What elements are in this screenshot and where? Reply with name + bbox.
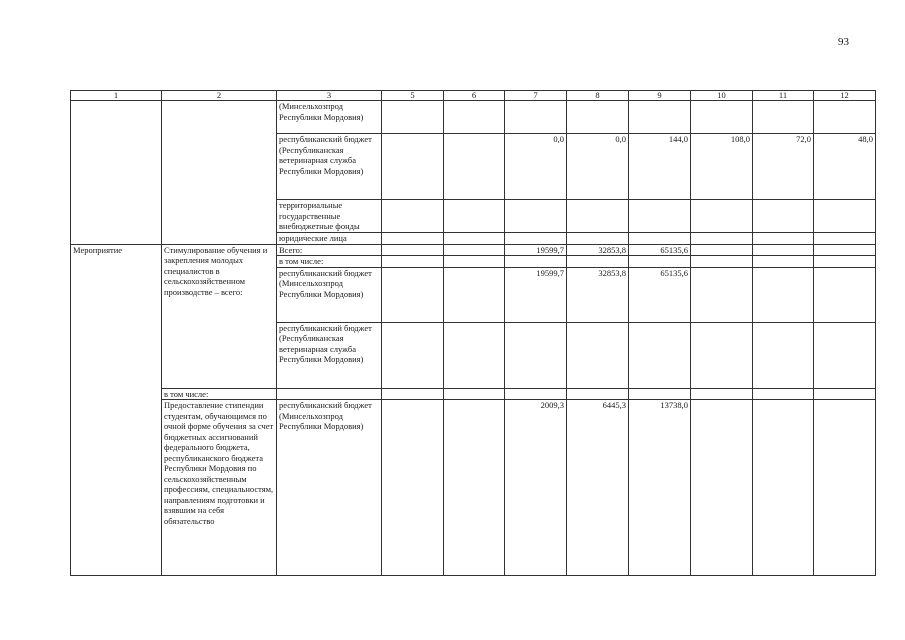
table-cell bbox=[691, 267, 753, 322]
table-cell bbox=[629, 256, 691, 268]
table-cell bbox=[753, 256, 814, 268]
table-cell bbox=[814, 322, 876, 388]
table-cell bbox=[382, 322, 444, 388]
table-row bbox=[71, 244, 876, 256]
table-cell: 6445,3 bbox=[567, 400, 629, 576]
table-cell bbox=[567, 256, 629, 268]
table-cell bbox=[753, 200, 814, 233]
table-cell: республиканский бюджет (Минсельхозпрод Республики Мордовия) bbox=[277, 400, 382, 576]
table-cell bbox=[753, 267, 814, 322]
table-cell bbox=[567, 233, 629, 245]
table-cell bbox=[629, 233, 691, 245]
table-cell bbox=[444, 322, 505, 388]
table-cell bbox=[629, 101, 691, 134]
column-header: 8 bbox=[567, 91, 629, 101]
table-cell: 19599,7 bbox=[505, 244, 567, 256]
table-cell: республиканский бюджет (Республиканская ветеринарная служба Республики Мордовия) bbox=[277, 322, 382, 388]
table-cell: 108,0 bbox=[691, 134, 753, 200]
column-header: 2 bbox=[162, 91, 277, 101]
table-cell bbox=[444, 244, 505, 256]
column-header: 5 bbox=[382, 91, 444, 101]
table-cell bbox=[505, 256, 567, 268]
table-row bbox=[71, 388, 876, 400]
table-cell: в том числе: bbox=[162, 388, 277, 400]
page-number: 93 bbox=[838, 36, 849, 48]
table-cell bbox=[753, 101, 814, 134]
table-cell: 32853,8 bbox=[567, 244, 629, 256]
table-row bbox=[71, 101, 876, 134]
table-cell bbox=[753, 400, 814, 576]
table-cell: 48,0 bbox=[814, 134, 876, 200]
table-cell bbox=[753, 388, 814, 400]
table-cell: Мероприятие bbox=[71, 244, 162, 256]
table-cell: в том числе: bbox=[277, 256, 382, 268]
table-cell bbox=[814, 101, 876, 134]
table-cell bbox=[753, 244, 814, 256]
table-header-row bbox=[71, 91, 876, 101]
table-cell bbox=[567, 200, 629, 233]
table-cell bbox=[444, 267, 505, 322]
table-cell bbox=[567, 322, 629, 388]
table-cell bbox=[71, 388, 162, 400]
table-cell: 65135,6 bbox=[629, 244, 691, 256]
table-cell bbox=[691, 256, 753, 268]
column-header: 1 bbox=[71, 91, 162, 101]
table-cell bbox=[691, 101, 753, 134]
table-cell: 72,0 bbox=[753, 134, 814, 200]
table-cell: 19599,7 bbox=[505, 267, 567, 322]
table-cell bbox=[71, 322, 162, 388]
table-cell bbox=[382, 134, 444, 200]
table-cell bbox=[691, 388, 753, 400]
table-cell: (Минсельхозпрод Республики Мордовия) bbox=[277, 101, 382, 134]
table-cell bbox=[382, 244, 444, 256]
table-cell bbox=[444, 400, 505, 576]
table-cell bbox=[382, 400, 444, 576]
table-cell bbox=[505, 322, 567, 388]
table-cell bbox=[753, 233, 814, 245]
table-cell bbox=[691, 233, 753, 245]
table-cell: 0,0 bbox=[567, 134, 629, 200]
table-cell bbox=[567, 101, 629, 134]
table-cell bbox=[505, 101, 567, 134]
table-cell bbox=[691, 244, 753, 256]
table-cell bbox=[814, 400, 876, 576]
table-cell: Предоставление стипендии студентам, обучающимся по очной форме обучения за счет бюджетных ассигнований федерального бюджета, республиканского бюджета Республики Мордовия по сельскохозяйственным профессиям, специальностям, направлениям подготовки и взявшим на себя обязательство bbox=[162, 400, 277, 576]
table-cell bbox=[629, 388, 691, 400]
table-cell bbox=[382, 267, 444, 322]
table-cell bbox=[444, 233, 505, 245]
table-cell: республиканский бюджет (Республиканская ветеринарная служба Республики Мордовия) bbox=[277, 134, 382, 200]
table-cell bbox=[382, 101, 444, 134]
table-cell bbox=[814, 244, 876, 256]
table-cell bbox=[162, 101, 277, 245]
table-cell bbox=[814, 233, 876, 245]
table-cell bbox=[71, 256, 162, 268]
table-cell bbox=[382, 200, 444, 233]
table-cell bbox=[444, 134, 505, 200]
table-cell bbox=[629, 200, 691, 233]
table-cell bbox=[691, 400, 753, 576]
table-cell: Стимулирование обучения и закрепления молодых специалистов в сельскохозяйственном производстве – всего: bbox=[162, 244, 277, 388]
column-header: 11 bbox=[753, 91, 814, 101]
table-cell: Всего: bbox=[277, 244, 382, 256]
table-cell bbox=[691, 322, 753, 388]
table-cell: республиканский бюджет (Минсельхозпрод Республики Мордовия) bbox=[277, 267, 382, 322]
column-header: 10 bbox=[691, 91, 753, 101]
table-cell bbox=[444, 256, 505, 268]
table-cell bbox=[567, 388, 629, 400]
table-cell: 65135,6 bbox=[629, 267, 691, 322]
table-cell bbox=[382, 388, 444, 400]
table-cell bbox=[691, 200, 753, 233]
budget-table bbox=[70, 90, 876, 576]
table-cell bbox=[753, 322, 814, 388]
column-header: 3 bbox=[277, 91, 382, 101]
table-cell bbox=[629, 322, 691, 388]
table-cell bbox=[444, 200, 505, 233]
table-cell bbox=[814, 256, 876, 268]
table-cell bbox=[71, 101, 162, 245]
table-cell bbox=[505, 233, 567, 245]
table-cell bbox=[382, 256, 444, 268]
table-cell bbox=[277, 388, 382, 400]
table-cell: 0,0 bbox=[505, 134, 567, 200]
table-cell: 144,0 bbox=[629, 134, 691, 200]
table-cell bbox=[71, 267, 162, 322]
table-cell bbox=[814, 388, 876, 400]
table-cell bbox=[814, 200, 876, 233]
table-cell: 2009,3 bbox=[505, 400, 567, 576]
table-cell bbox=[505, 200, 567, 233]
table-row bbox=[71, 400, 876, 576]
table-cell: территориальные государственные внебюджетные фонды bbox=[277, 200, 382, 233]
table-cell bbox=[444, 101, 505, 134]
table-cell: 32853,8 bbox=[567, 267, 629, 322]
table-cell bbox=[444, 388, 505, 400]
column-header: 6 bbox=[444, 91, 505, 101]
table-cell: 13738,0 bbox=[629, 400, 691, 576]
table-cell bbox=[505, 388, 567, 400]
table-cell bbox=[382, 233, 444, 245]
table-cell: юридические лица bbox=[277, 233, 382, 245]
table-cell bbox=[814, 267, 876, 322]
column-header: 9 bbox=[629, 91, 691, 101]
column-header: 12 bbox=[814, 91, 876, 101]
table-cell bbox=[71, 400, 162, 576]
column-header: 7 bbox=[505, 91, 567, 101]
